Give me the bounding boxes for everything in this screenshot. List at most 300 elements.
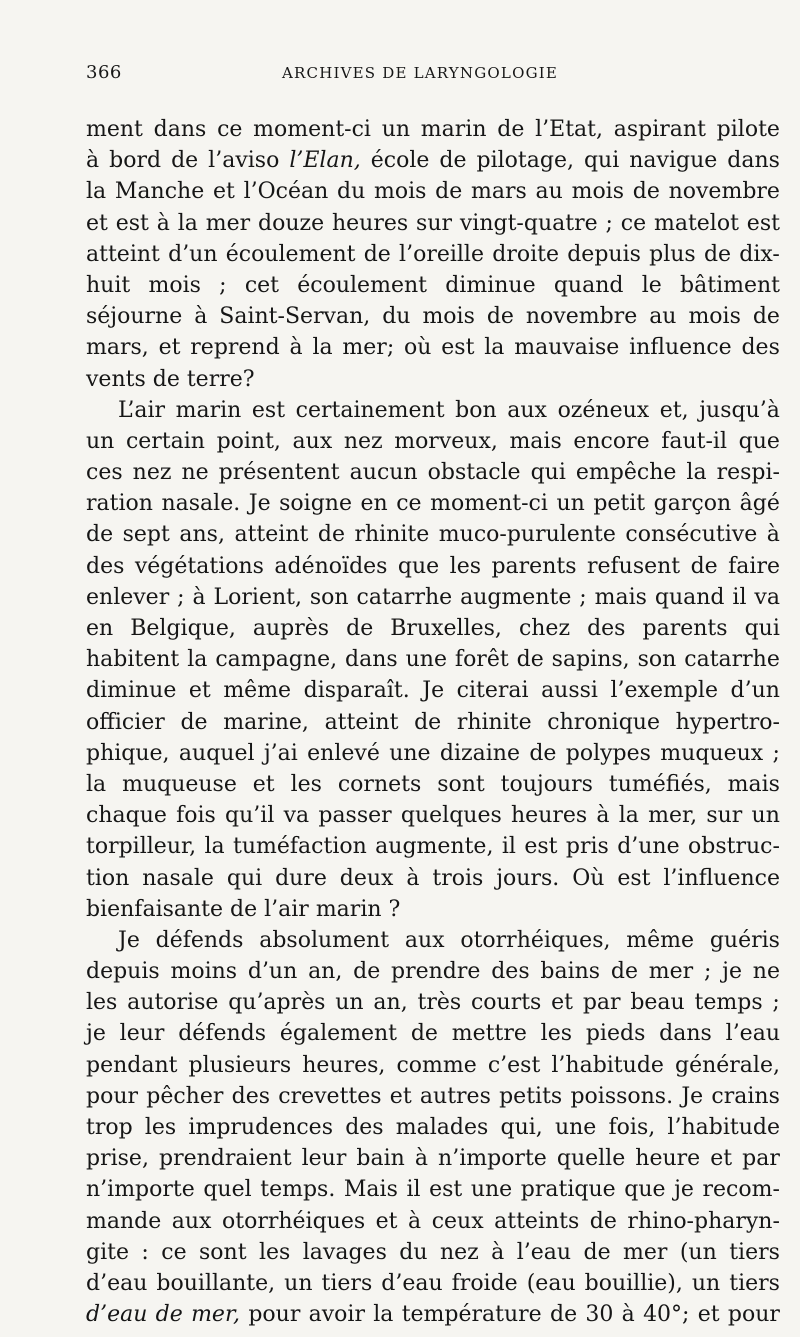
text-word: défends bbox=[178, 1021, 267, 1047]
text-word: chez bbox=[518, 616, 571, 641]
text-word: crevettes bbox=[278, 1083, 382, 1109]
text-word: va bbox=[754, 584, 780, 610]
text-word: la bbox=[686, 460, 707, 486]
text-word: du bbox=[337, 179, 366, 205]
text-word: rhinite bbox=[354, 522, 430, 548]
text-word: la bbox=[204, 834, 225, 860]
text-line bbox=[86, 457, 780, 488]
text-word: de bbox=[155, 1302, 183, 1328]
text-word: tuméfiés, bbox=[608, 771, 712, 797]
text-word: mois bbox=[688, 304, 741, 330]
text-word: heures, bbox=[302, 1052, 386, 1078]
text-word: à bbox=[621, 1302, 635, 1328]
text-word: huit bbox=[86, 272, 131, 298]
text-word: campagne, bbox=[215, 647, 338, 673]
text-word: c’est bbox=[487, 1052, 541, 1078]
text-word: bouillie), bbox=[584, 1270, 683, 1296]
text-line bbox=[86, 863, 780, 894]
text-word: atteint bbox=[86, 241, 160, 267]
text-word: va bbox=[283, 803, 310, 829]
text-word: certainement bbox=[295, 397, 445, 423]
text-word: de bbox=[363, 241, 391, 267]
text-line bbox=[86, 176, 780, 207]
text-word: par bbox=[742, 1146, 780, 1172]
text-word: mande bbox=[86, 1208, 162, 1234]
text-word: il bbox=[732, 584, 747, 610]
text-word: de bbox=[632, 179, 660, 205]
text-word: droite bbox=[492, 241, 559, 267]
text-word: ration bbox=[86, 491, 153, 517]
text-word: mais bbox=[594, 584, 647, 610]
text-word: bord bbox=[109, 148, 162, 174]
text-word: ans, bbox=[179, 522, 225, 548]
text-word: aux bbox=[171, 1208, 212, 1234]
text-word: faut-il bbox=[661, 428, 728, 454]
text-word: pratique bbox=[520, 1177, 616, 1203]
text-word: dans bbox=[727, 148, 780, 174]
text-word: petits bbox=[499, 1083, 563, 1109]
text-word: l’Océan bbox=[243, 179, 329, 205]
text-word: mois bbox=[374, 179, 427, 205]
text-word: marin bbox=[420, 117, 487, 142]
text-word: crains bbox=[711, 1083, 780, 1109]
text-line bbox=[86, 1268, 780, 1299]
text-word: la bbox=[86, 771, 107, 797]
text-word: je bbox=[86, 1021, 106, 1047]
text-word: et bbox=[212, 179, 235, 205]
text-word: de bbox=[610, 959, 638, 985]
text-word: muqueux bbox=[660, 740, 764, 766]
text-word: est bbox=[441, 335, 475, 361]
text-word: de bbox=[180, 709, 208, 735]
text-line bbox=[86, 332, 780, 363]
text-word: et bbox=[86, 210, 108, 236]
text-line bbox=[86, 1050, 780, 1081]
text-word: dans bbox=[345, 647, 398, 673]
text-word: temps. bbox=[260, 1177, 336, 1203]
text-word: générale, bbox=[674, 1052, 780, 1078]
text-line bbox=[86, 239, 780, 270]
text-word: rhinite bbox=[456, 709, 532, 735]
text-word: des bbox=[86, 553, 125, 579]
text-line bbox=[86, 925, 780, 956]
text-word: deux bbox=[339, 865, 394, 891]
text-word: l’Elan, bbox=[289, 148, 361, 174]
text-word: leur bbox=[119, 1021, 165, 1047]
text-word: et bbox=[551, 990, 574, 1016]
text-word: avoir bbox=[308, 1302, 365, 1328]
text-word: ; bbox=[605, 210, 613, 236]
text-word: : bbox=[141, 1239, 149, 1265]
text-line bbox=[86, 1237, 780, 1268]
text-word: de bbox=[486, 304, 514, 330]
text-word: tuméfaction bbox=[233, 834, 367, 860]
text-word: à bbox=[408, 1208, 422, 1234]
text-word: prendraient bbox=[159, 1146, 292, 1172]
text-word: les bbox=[290, 771, 322, 797]
text-word: muqueuse bbox=[122, 771, 237, 797]
text-word: refusent bbox=[586, 553, 681, 579]
text-word: depuis bbox=[567, 241, 641, 267]
text-word: dans bbox=[153, 117, 207, 142]
text-word: pilote bbox=[716, 117, 780, 142]
text-word: plus bbox=[649, 241, 696, 267]
text-word: imprudences bbox=[188, 1115, 333, 1140]
text-word: qui bbox=[530, 460, 566, 486]
text-line bbox=[86, 644, 780, 675]
text-word: heures bbox=[331, 210, 409, 236]
text-word: influence bbox=[629, 335, 732, 361]
text-word: polypes bbox=[565, 740, 651, 766]
text-word: muco-purulente bbox=[438, 522, 616, 548]
text-word: et bbox=[389, 1083, 412, 1109]
text-word: douze bbox=[258, 210, 325, 236]
text-word: qui bbox=[744, 616, 780, 641]
text-word: an, bbox=[373, 990, 408, 1016]
text-word: atteint bbox=[324, 709, 399, 735]
text-line bbox=[86, 1174, 780, 1205]
text-word: de bbox=[752, 304, 780, 330]
text-word: de bbox=[435, 179, 463, 205]
text-word: Je bbox=[248, 491, 271, 517]
text-word: garçon bbox=[653, 491, 732, 517]
text-word: augmente bbox=[460, 584, 572, 610]
text-line bbox=[86, 1206, 780, 1237]
text-word: guéris bbox=[709, 927, 780, 953]
text-line bbox=[86, 114, 780, 145]
text-word: un bbox=[691, 1270, 721, 1296]
text-word: l’habitude bbox=[551, 1052, 664, 1078]
text-word: du bbox=[382, 304, 411, 330]
text-word: moment-ci bbox=[430, 491, 548, 517]
text-word: tion bbox=[86, 865, 130, 891]
text-word: la bbox=[618, 803, 639, 829]
text-line bbox=[86, 1081, 780, 1112]
text-word: à bbox=[766, 522, 780, 548]
text-word: ce bbox=[217, 117, 243, 142]
text-line bbox=[86, 426, 780, 457]
text-word: Je bbox=[118, 927, 140, 953]
text-word: moment-ci bbox=[253, 117, 371, 142]
text-word: écoulement bbox=[225, 241, 356, 267]
text-line: bienfaisante de l’air marin ? bbox=[86, 896, 401, 922]
text-word: même bbox=[626, 927, 695, 953]
text-word: à bbox=[289, 335, 303, 361]
text-word: pour bbox=[248, 1302, 301, 1328]
text-line bbox=[86, 707, 780, 738]
text-word: d’un bbox=[730, 678, 780, 704]
text-word: n’importe bbox=[438, 1146, 547, 1172]
body-text bbox=[86, 114, 780, 1330]
text-word: végétations bbox=[134, 553, 264, 579]
running-title: ARCHIVES DE LARYNGOLOGIE bbox=[282, 64, 559, 82]
text-word: augmente, bbox=[375, 834, 494, 860]
text-word: catarrhe bbox=[684, 647, 780, 673]
text-word: un bbox=[751, 803, 780, 829]
text-word: de bbox=[414, 709, 442, 735]
text-word: absolument bbox=[259, 927, 390, 953]
text-word: les bbox=[144, 1115, 177, 1140]
text-word: torpilleur, bbox=[86, 834, 197, 860]
text-word: nez bbox=[439, 1239, 479, 1265]
text-line bbox=[86, 582, 780, 613]
text-word: je bbox=[722, 959, 743, 985]
text-word: que bbox=[738, 428, 780, 454]
text-word: en bbox=[86, 616, 114, 641]
text-word: cet bbox=[244, 272, 280, 298]
text-word: de bbox=[690, 553, 718, 579]
text-word: un bbox=[556, 491, 585, 517]
text-line bbox=[86, 301, 780, 332]
text-word: d’un bbox=[247, 959, 298, 985]
text-word: d’eau bbox=[86, 1302, 148, 1328]
text-word: un bbox=[86, 428, 115, 454]
text-word: la bbox=[86, 179, 107, 205]
text-word: reprend bbox=[190, 335, 280, 361]
text-word: mais bbox=[727, 771, 780, 797]
text-word: pendant bbox=[86, 1052, 178, 1078]
text-word: obstruc- bbox=[688, 834, 780, 860]
text-word: lavages bbox=[302, 1239, 387, 1265]
text-word: également bbox=[279, 1021, 398, 1047]
text-line bbox=[86, 519, 780, 550]
text-word: atteint bbox=[234, 522, 309, 548]
text-word: bains bbox=[540, 959, 601, 985]
text-word: de bbox=[317, 522, 345, 548]
text-word: aussi bbox=[541, 678, 598, 704]
text-word: trois bbox=[432, 865, 484, 891]
text-line bbox=[86, 1018, 780, 1049]
text-word: point, bbox=[216, 428, 281, 454]
text-word: est bbox=[429, 1177, 463, 1203]
text-word: un bbox=[335, 990, 364, 1016]
text-word: mars bbox=[471, 179, 527, 205]
text-word: beau bbox=[630, 990, 685, 1016]
text-word: ; bbox=[219, 272, 227, 298]
text-word: poissons. bbox=[570, 1083, 674, 1109]
text-word: dure bbox=[275, 865, 327, 891]
text-word: jusqu’à bbox=[699, 397, 780, 423]
text-word: et bbox=[252, 771, 275, 797]
text-word: certain bbox=[125, 428, 205, 454]
text-line bbox=[86, 831, 780, 862]
text-word: 30 bbox=[585, 1302, 614, 1328]
text-word: fois bbox=[176, 803, 216, 829]
text-word: ; bbox=[703, 959, 712, 985]
text-word: sont bbox=[199, 1239, 247, 1265]
text-word: adénoïdes bbox=[274, 553, 388, 579]
text-word: Lorient, bbox=[213, 584, 302, 610]
text-word: sept bbox=[122, 522, 170, 548]
text-word: et bbox=[375, 1208, 398, 1234]
text-word: auquel bbox=[178, 740, 255, 766]
text-word: mer bbox=[648, 959, 694, 985]
text-word: nez bbox=[343, 428, 383, 454]
text-word: un bbox=[381, 117, 411, 142]
text-word: temps bbox=[694, 990, 763, 1016]
text-word: aspirant bbox=[613, 117, 706, 142]
text-word: mois bbox=[148, 272, 201, 298]
text-word: habitent bbox=[86, 647, 180, 673]
text-word: phique, bbox=[86, 740, 170, 766]
text-line bbox=[86, 956, 780, 987]
text-word: bouillante, bbox=[156, 1270, 276, 1296]
text-word: à bbox=[406, 865, 420, 891]
text-word: des bbox=[345, 1115, 384, 1140]
text-word: mois bbox=[571, 179, 625, 205]
text-line bbox=[86, 800, 780, 831]
text-word: est bbox=[115, 210, 149, 236]
text-word: un bbox=[284, 1270, 313, 1296]
text-word: heure bbox=[635, 1146, 701, 1172]
text-word: de bbox=[439, 148, 467, 174]
text-word: Saint-Servan, bbox=[219, 304, 371, 330]
text-word: L’air bbox=[118, 397, 165, 423]
text-word: au bbox=[649, 304, 677, 330]
text-word: de bbox=[171, 148, 199, 174]
text-word: sapins, bbox=[551, 647, 630, 673]
text-line bbox=[86, 270, 780, 301]
text-word: de bbox=[410, 1021, 438, 1047]
text-word: d’un bbox=[168, 241, 218, 267]
text-word: parents bbox=[642, 616, 728, 641]
text-word: que bbox=[397, 553, 440, 579]
text-word: de bbox=[346, 616, 374, 641]
text-word: la bbox=[373, 1302, 394, 1328]
text-word: mer bbox=[623, 1239, 668, 1265]
text-word: et bbox=[188, 678, 211, 704]
text-word: auprès bbox=[252, 616, 330, 641]
text-word: je bbox=[674, 1177, 694, 1203]
text-word: pour bbox=[86, 1083, 139, 1109]
text-word: n’importe bbox=[86, 1177, 195, 1203]
text-word: même bbox=[223, 678, 292, 704]
text-word: de bbox=[589, 1208, 617, 1234]
text-word: ment bbox=[86, 117, 143, 142]
text-word: à bbox=[192, 584, 206, 610]
text-word: est bbox=[251, 397, 286, 423]
text-word: cornets bbox=[337, 771, 422, 797]
text-word: où bbox=[404, 335, 432, 361]
text-line bbox=[86, 769, 780, 800]
text-word: pilotage, bbox=[476, 148, 574, 174]
text-word: ceux bbox=[431, 1208, 484, 1234]
text-word: les bbox=[86, 990, 118, 1016]
text-word: température bbox=[401, 1302, 542, 1328]
text-word: par bbox=[582, 990, 621, 1016]
text-word: de bbox=[353, 959, 381, 985]
text-word: ce bbox=[396, 491, 422, 517]
text-word: défends bbox=[155, 927, 244, 953]
text-line bbox=[86, 488, 780, 519]
text-word: l’exemple bbox=[610, 678, 718, 704]
text-word: âgé bbox=[739, 491, 780, 517]
text-line bbox=[86, 1143, 780, 1174]
text-line bbox=[86, 613, 780, 644]
text-word: quelques bbox=[400, 803, 502, 829]
text-word: toujours bbox=[500, 771, 593, 797]
text-word: faire bbox=[728, 553, 780, 579]
text-word: qu’il bbox=[225, 803, 275, 829]
text-word: diminue bbox=[445, 272, 536, 298]
text-word: mer, bbox=[648, 803, 698, 829]
text-word: à bbox=[491, 1239, 505, 1265]
text-word: mais bbox=[509, 428, 562, 454]
text-word: depuis bbox=[86, 959, 160, 985]
text-word: une bbox=[470, 1177, 513, 1203]
text-word: dizaine bbox=[439, 740, 520, 766]
text-word: et bbox=[697, 1302, 720, 1328]
text-word: an, bbox=[308, 959, 343, 985]
text-word: ; bbox=[772, 990, 780, 1016]
text-word: mer; bbox=[342, 335, 395, 361]
text-word: Belgique, bbox=[130, 616, 236, 641]
text-word: en bbox=[360, 491, 388, 517]
text-word: Où bbox=[572, 865, 605, 891]
text-word: navigue bbox=[629, 148, 718, 174]
text-word: la bbox=[312, 335, 333, 361]
text-word: gite bbox=[86, 1239, 129, 1265]
text-word: diminue bbox=[86, 678, 177, 704]
text-word: le bbox=[641, 272, 662, 298]
text-word: prise, bbox=[86, 1146, 149, 1172]
text-word: à bbox=[86, 148, 100, 174]
text-word: pêcher bbox=[146, 1083, 224, 1109]
page-header bbox=[86, 62, 776, 86]
text-word: Je bbox=[681, 1083, 704, 1109]
text-word: otorrhéiques bbox=[221, 1208, 366, 1234]
text-word: de bbox=[529, 740, 557, 766]
text-word: que bbox=[624, 1177, 666, 1203]
text-word: chronique bbox=[547, 709, 660, 735]
text-word: l’influence bbox=[663, 865, 780, 891]
text-word: très bbox=[417, 990, 462, 1016]
text-word: heures bbox=[511, 803, 588, 829]
text-word: pieds bbox=[585, 1021, 646, 1047]
text-word: prendre bbox=[391, 959, 481, 985]
text-word: une bbox=[389, 740, 431, 766]
text-line bbox=[86, 208, 780, 239]
text-word: les bbox=[258, 1239, 291, 1265]
text-word: et bbox=[710, 1146, 733, 1172]
text-word: et, bbox=[659, 397, 689, 423]
text-word: des bbox=[231, 1083, 271, 1109]
text-word: nez bbox=[132, 460, 172, 486]
text-line bbox=[86, 395, 780, 426]
text-word: citerai bbox=[456, 678, 529, 704]
text-word: enlevé bbox=[307, 740, 380, 766]
text-word: bain bbox=[356, 1146, 405, 1172]
text-word: (un bbox=[679, 1239, 717, 1265]
text-word: ; bbox=[772, 740, 780, 766]
text-word: ne bbox=[752, 959, 780, 985]
text-word: otorrhéiques, bbox=[460, 927, 611, 953]
text-word: aux bbox=[507, 397, 547, 423]
text-word: la bbox=[187, 647, 208, 673]
text-word: les bbox=[540, 1021, 573, 1047]
text-word: empêche bbox=[575, 460, 677, 486]
text-word: et bbox=[158, 335, 181, 361]
text-word: vingt-quatre bbox=[459, 210, 598, 236]
text-word: de bbox=[86, 522, 114, 548]
text-word: la bbox=[484, 335, 505, 361]
text-word: plusieurs bbox=[188, 1052, 292, 1078]
text-word: comme bbox=[396, 1052, 477, 1078]
text-line bbox=[86, 1299, 780, 1330]
text-word: d’eau bbox=[86, 1270, 148, 1296]
text-word: ; bbox=[579, 584, 587, 610]
text-word: tiers bbox=[321, 1270, 373, 1296]
